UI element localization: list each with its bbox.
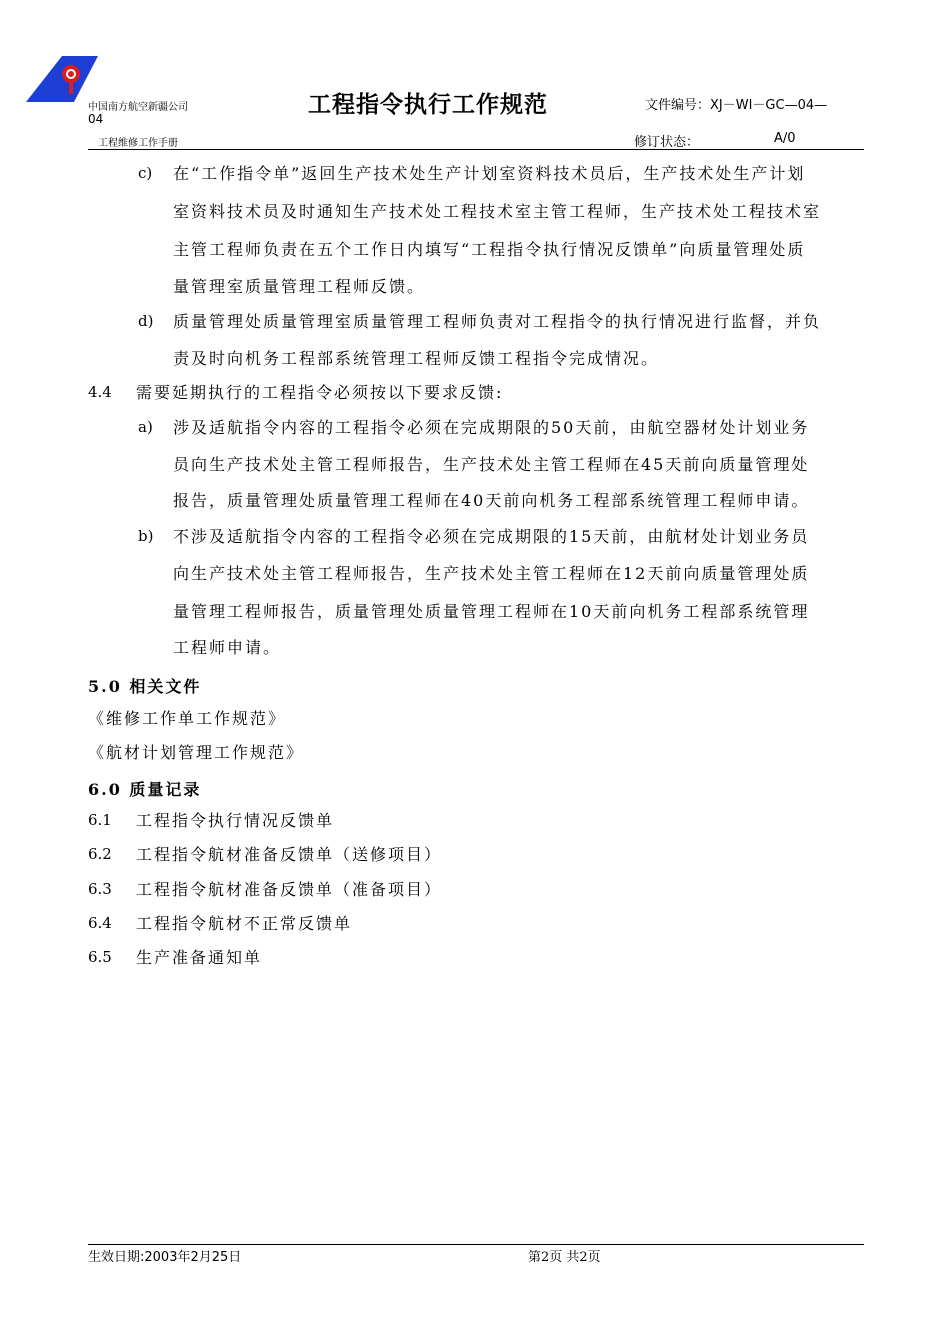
section-heading: 5.0 相关文件 (88, 677, 202, 696)
paragraph-line: 工程师申请。 (173, 638, 282, 657)
paragraph-line: 在“工作指令单”返回生产技术处生产计划室资料技术员后，生产技术处生产计划 (173, 164, 806, 183)
page-number: 第2页 共2页 (528, 1250, 601, 1265)
header-divider (88, 149, 864, 150)
paragraph-line: 向生产技术处主管工程师报告，生产技术处主管工程师在12天前向质量管理处质 (173, 564, 810, 583)
record-title: 工程指令航材准备反馈单（准备项目） (136, 880, 443, 899)
record-number: 6.3 (88, 880, 112, 898)
paragraph-line: 涉及适航指令内容的工程指令必须在完成期限的50天前，由航空器材处计划业务 (173, 418, 810, 437)
effective-date: 生效日期:2003年2月25日 (88, 1250, 242, 1265)
document-number: 文件编号：XJ－WI－GC—04— (645, 98, 828, 113)
revision-label: 修订状态： (634, 135, 700, 150)
paragraph-line: 不涉及适航指令内容的工程指令必须在完成期限的15天前，由航材处计划业务员 (173, 527, 810, 546)
paragraph-line: 量管理工程师报告，质量管理处质量管理工程师在10天前向机务工程部系统管理 (173, 602, 810, 621)
section-number: 4.4 (88, 383, 112, 401)
paragraph-line: 质量管理处质量管理室质量管理工程师负责对工程指令的执行情况进行监督，并负 (173, 312, 822, 331)
record-number: 6.2 (88, 845, 112, 863)
record-title: 工程指令航材不正常反馈单 (136, 914, 353, 933)
record-number: 6.4 (88, 914, 112, 932)
item-marker: c) (138, 164, 153, 182)
manual-name: 工程维修工作手册 (98, 138, 178, 149)
related-document: 《维修工作单工作规范》 (88, 709, 287, 728)
record-title: 工程指令执行情况反馈单 (136, 811, 335, 830)
company-logo (26, 56, 98, 104)
related-document: 《航材计划管理工作规范》 (88, 743, 305, 762)
company-name: 中国南方航空新疆公司 (88, 102, 188, 113)
paragraph-line: 员向生产技术处主管工程师报告，生产技术处主管工程师在45天前向质量管理处 (173, 455, 810, 474)
paragraph-line: 报告，质量管理处质量管理工程师在40天前向机务工程部系统管理工程师申请。 (173, 491, 810, 510)
page-title: 工程指令执行工作规范 (308, 92, 548, 118)
paragraph-line: 量管理室质量管理工程师反馈。 (173, 277, 426, 296)
footer-divider (88, 1244, 864, 1245)
item-marker: a) (138, 418, 153, 436)
item-marker: b) (138, 527, 154, 545)
section-text: 需要延期执行的工程指令必须按以下要求反馈: (136, 383, 504, 402)
section-heading: 6.0 质量记录 (88, 780, 202, 799)
item-marker: d) (138, 312, 154, 330)
paragraph-line: 主管工程师负责在五个工作日内填写“工程指令执行情况反馈单”向质量管理处质 (173, 240, 806, 259)
record-number: 6.5 (88, 948, 112, 966)
logo-wing-icon (26, 56, 98, 102)
doc-id-continuation: 04 (88, 112, 104, 126)
paragraph-line: 责及时向机务工程部系统管理工程师反馈工程指令完成情况。 (173, 349, 660, 368)
record-number: 6.1 (88, 811, 112, 829)
record-title: 生产准备通知单 (136, 948, 263, 967)
paragraph-line: 室资料技术员及时通知生产技术处工程技术室主管工程师，生产技术处工程技术室 (173, 202, 822, 221)
record-title: 工程指令航材准备反馈单（送修项目） (136, 845, 443, 864)
revision-value: A/0 (774, 131, 796, 146)
